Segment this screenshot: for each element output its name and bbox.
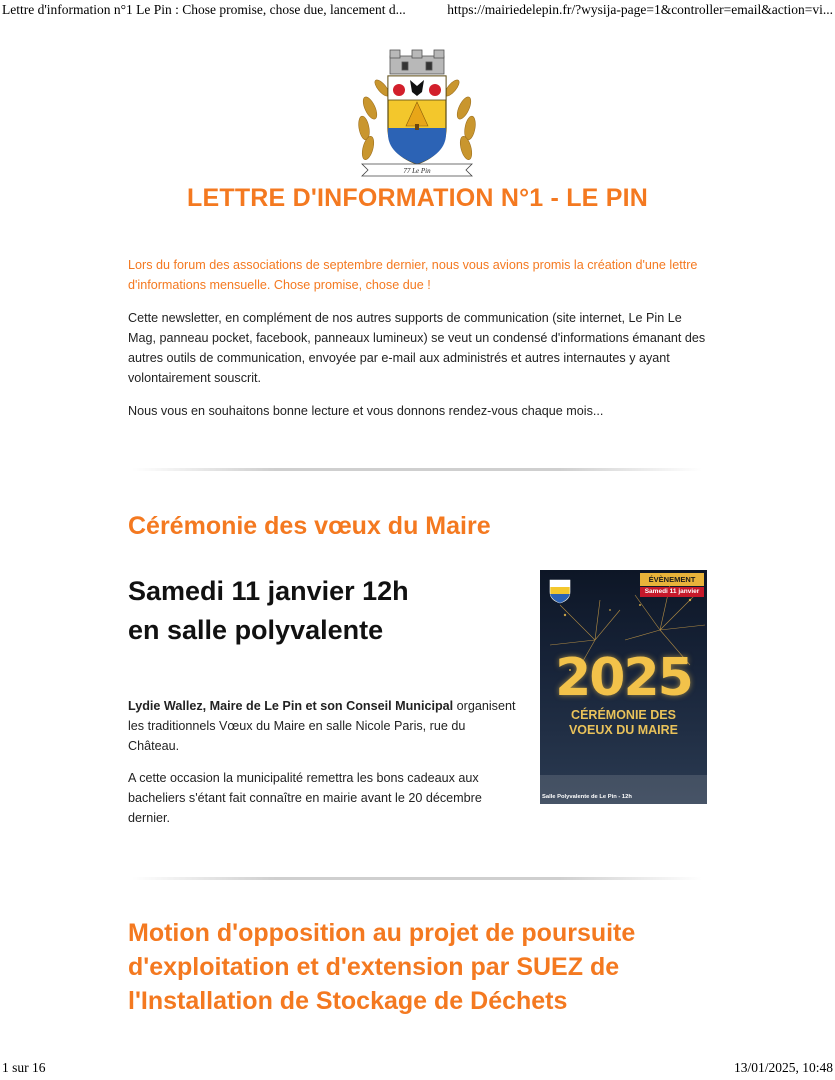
print-header [0, 0, 835, 20]
print-footer [0, 1058, 835, 1080]
newsletter-title: LETTRE D'INFORMATION N°1 - LE PIN [187, 184, 648, 212]
poster-line-2: VOEUX DU MAIRE [568, 723, 679, 737]
ceremony-date-line: Samedi 11 janvier 12h [128, 576, 409, 606]
organizer-description: organisent les traditionnels Vœux du Maire en salle Nicole Paris, rue du Château. [128, 699, 516, 753]
ceremony-poster-image [540, 570, 707, 804]
logo-banner-text: 77 Le Pin [403, 167, 431, 175]
greeting-paragraph: Nous vous en souhaitons bonne lecture et vous donnons rendez-vous chaque mois... [128, 404, 604, 418]
poster-event-tag: ÉVÈNEMENT [640, 573, 704, 586]
poster-ceremony-title [540, 708, 707, 738]
intro-paragraph: Lors du forum des associations de septembre dernier, nous vous avions promis la création d'une lettre d'informations mensuelle. Chose promise, chose due ! [128, 258, 698, 292]
print-header-title: Lettre d'information n°1 Le Pin : Chose promise, chose due, lancement d... [2, 2, 406, 17]
ceremony-gift-paragraph: A cette occasion la municipalité remettra les bons cadeaux aux bacheliers s'étant fait connaître en mairie avant le 20 décembre dernier. [128, 771, 482, 825]
ceremony-section-title: Cérémonie des vœux du Maire [128, 512, 491, 540]
page-number: 1 sur 16 [2, 1060, 46, 1075]
motion-section-title: Motion d'opposition au projet de poursuite d'exploitation et d'extension par SUEZ de l'Installation de Stockage de Déchets [128, 919, 636, 1015]
section-divider [132, 468, 702, 471]
poster-date: Samedi 11 janvier [640, 587, 704, 597]
poster-crest-icon [548, 576, 572, 604]
newsletter-description-paragraph: Cette newsletter, en complément de nos autres supports de communication (site internet, Le Pin Le Mag, panneau pocket, facebook, panneaux lumineux) se veut un condensé d'informations émanant des autres outils de communication, envoyée par e-mail aux administrés et autres internautes y ayant volontairement souscrit. [128, 311, 706, 385]
town-crest-logo [352, 48, 482, 178]
poster-year: 2025 [555, 648, 692, 708]
print-header-url: https://mairiedelepin.fr/?wysija-page=1&controller=email&action=vi... [447, 2, 833, 17]
print-datetime: 13/01/2025, 10:48 [733, 1060, 833, 1075]
ceremony-organizer-paragraph [128, 696, 518, 756]
poster-place: Salle Polyvalente de Le Pin - 12h [542, 794, 632, 800]
ceremony-venue-line: en salle polyvalente [128, 615, 384, 645]
organizer-name: Lydie Wallez, Maire de Le Pin et son Conseil Municipal [128, 699, 454, 713]
poster-line-1: CÉRÉMONIE DES [571, 708, 676, 722]
section-divider [132, 877, 702, 880]
